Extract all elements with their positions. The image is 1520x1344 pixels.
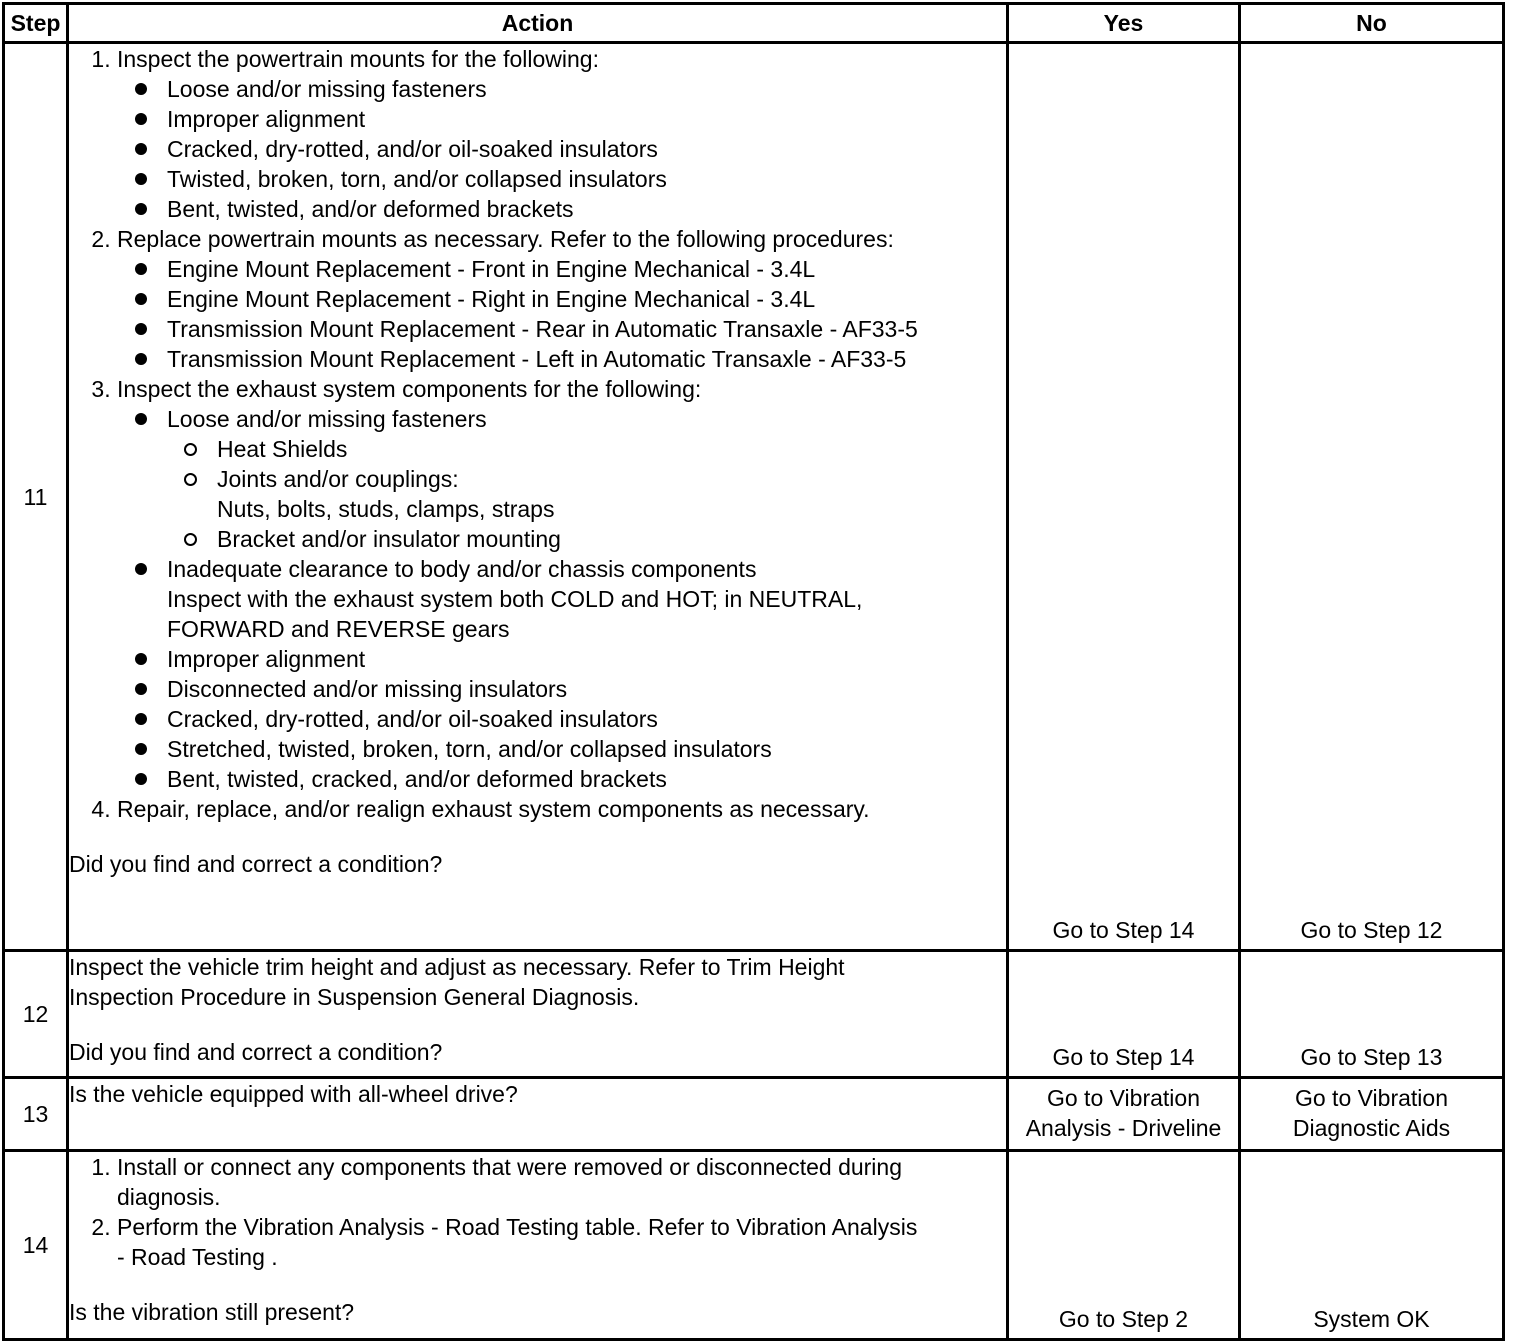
list-item	[217, 464, 1006, 524]
diagnostic-table	[2, 2, 1505, 1341]
header-row	[4, 4, 1504, 43]
action-text: Inspect the vehicle trim height and adjust as necessary. Refer to Trim Height	[69, 954, 845, 980]
bullet-extra: Inspect with the exhaust system both COLD and HOT; in NEUTRAL,	[167, 586, 863, 612]
list-item: Heat Shields	[217, 434, 1006, 464]
no-cell	[1240, 1151, 1504, 1340]
question-text: Did you find and correct a condition?	[69, 851, 443, 877]
yes-cell	[1008, 43, 1240, 951]
question-text: Did you find and correct a condition?	[69, 1039, 443, 1065]
list-item	[117, 1152, 1006, 1212]
bullet-extra: FORWARD and REVERSE gears	[167, 616, 510, 642]
header-no: No	[1240, 4, 1504, 43]
sub-bullet-text: Joints and/or couplings:	[217, 466, 459, 492]
yes-link-line: Analysis - Driveline	[1025, 1115, 1222, 1141]
table-row-step-11	[4, 43, 1504, 951]
step-number: 11	[4, 43, 68, 951]
bullet-list	[117, 74, 1006, 224]
yes-cell	[1008, 1078, 1240, 1151]
step-number: 14	[4, 1151, 68, 1340]
no-link[interactable]: Go to Step 12	[1300, 917, 1443, 943]
step-text: diagnosis.	[117, 1184, 221, 1210]
list-item	[117, 1212, 1006, 1272]
action-steps-list	[69, 44, 1006, 824]
header-yes: Yes	[1008, 4, 1240, 43]
action-cell	[68, 951, 1008, 1078]
sub-bullet-list	[167, 434, 1006, 554]
step-text: 1. Install or connect any components that were removed or disconnected during	[117, 1154, 902, 1180]
question-text: Is the vehicle equipped with all-wheel drive?	[69, 1081, 518, 1107]
no-link-line: Go to Vibration	[1294, 1085, 1448, 1111]
bullet-list	[117, 254, 1006, 374]
list-item: Loose and/or missing fasteners	[167, 74, 1006, 104]
action-cell	[68, 1078, 1008, 1151]
step-text: Inspect the exhaust system components for the following:	[117, 376, 702, 402]
list-item: Bent, twisted, cracked, and/or deformed brackets	[167, 764, 1006, 794]
list-item: Improper alignment	[167, 104, 1006, 134]
list-item: Engine Mount Replacement - Front in Engine Mechanical - 3.4L	[167, 254, 1006, 284]
list-item: 4. Repair, replace, and/or realign exhaust system components as necessary.	[117, 794, 1006, 824]
list-item: Cracked, dry-rotted, and/or oil-soaked insulators	[167, 704, 1006, 734]
list-item: Cracked, dry-rotted, and/or oil-soaked insulators	[167, 134, 1006, 164]
list-item: Stretched, twisted, broken, torn, and/or collapsed insulators	[167, 734, 1006, 764]
no-link[interactable]	[1241, 1079, 1502, 1143]
table-row-step-12	[4, 951, 1504, 1078]
step-text: 2. Perform the Vibration Analysis - Road Testing table. Refer to Vibration Analysis	[117, 1214, 918, 1240]
yes-link[interactable]: Go to Step 2	[1058, 1306, 1189, 1332]
yes-cell	[1008, 951, 1240, 1078]
list-item: Bracket and/or insulator mounting	[217, 524, 1006, 554]
table-row-step-13	[4, 1078, 1504, 1151]
yes-cell	[1008, 1151, 1240, 1340]
no-cell	[1240, 1078, 1504, 1151]
step-text: Inspect the powertrain mounts for the following:	[117, 46, 599, 72]
header-action: Action	[68, 4, 1008, 43]
header-step: Step	[4, 4, 68, 43]
action-text: Inspection Procedure in Suspension General Diagnosis.	[69, 984, 640, 1010]
yes-link[interactable]: Go to Step 14	[1052, 1044, 1195, 1070]
no-link[interactable]: System OK	[1313, 1306, 1430, 1332]
step-number: 13	[4, 1078, 68, 1151]
question-text: Is the vibration still present?	[69, 1299, 355, 1325]
action-cell	[68, 1151, 1008, 1340]
list-item: Transmission Mount Replacement - Left in Automatic Transaxle - AF33-5	[167, 344, 1006, 374]
sub-bullet-extra: Nuts, bolts, studs, clamps, straps	[217, 496, 555, 522]
no-cell	[1240, 951, 1504, 1078]
list-item	[167, 404, 1006, 554]
list-item	[117, 44, 1006, 224]
bullet-list	[117, 404, 1006, 794]
step-number: 12	[4, 951, 68, 1078]
list-item: Engine Mount Replacement - Right in Engine Mechanical - 3.4L	[167, 284, 1006, 314]
bullet-text: Inadequate clearance to body and/or chassis components	[167, 556, 757, 582]
step-text: - Road Testing .	[117, 1244, 278, 1270]
no-cell	[1240, 43, 1504, 951]
list-item: Improper alignment	[167, 644, 1006, 674]
list-item: Bent, twisted, and/or deformed brackets	[167, 194, 1006, 224]
no-link[interactable]: Go to Step 13	[1300, 1044, 1443, 1070]
list-item	[167, 554, 1006, 644]
yes-link-line: Go to Vibration	[1046, 1085, 1200, 1111]
list-item: Disconnected and/or missing insulators	[167, 674, 1006, 704]
list-item: Twisted, broken, torn, and/or collapsed insulators	[167, 164, 1006, 194]
action-steps-list	[69, 1152, 1006, 1272]
list-item	[117, 374, 1006, 794]
table-row-step-14	[4, 1151, 1504, 1340]
yes-link[interactable]: Go to Step 14	[1052, 917, 1195, 943]
yes-link[interactable]	[1009, 1079, 1238, 1143]
no-link-line: Diagnostic Aids	[1292, 1115, 1451, 1141]
bullet-text: Loose and/or missing fasteners	[167, 406, 487, 432]
list-item	[117, 224, 1006, 374]
step-text: Replace powertrain mounts as necessary. Refer to the following procedures:	[117, 226, 894, 252]
list-item: Transmission Mount Replacement - Rear in Automatic Transaxle - AF33-5	[167, 314, 1006, 344]
action-cell	[68, 43, 1008, 951]
